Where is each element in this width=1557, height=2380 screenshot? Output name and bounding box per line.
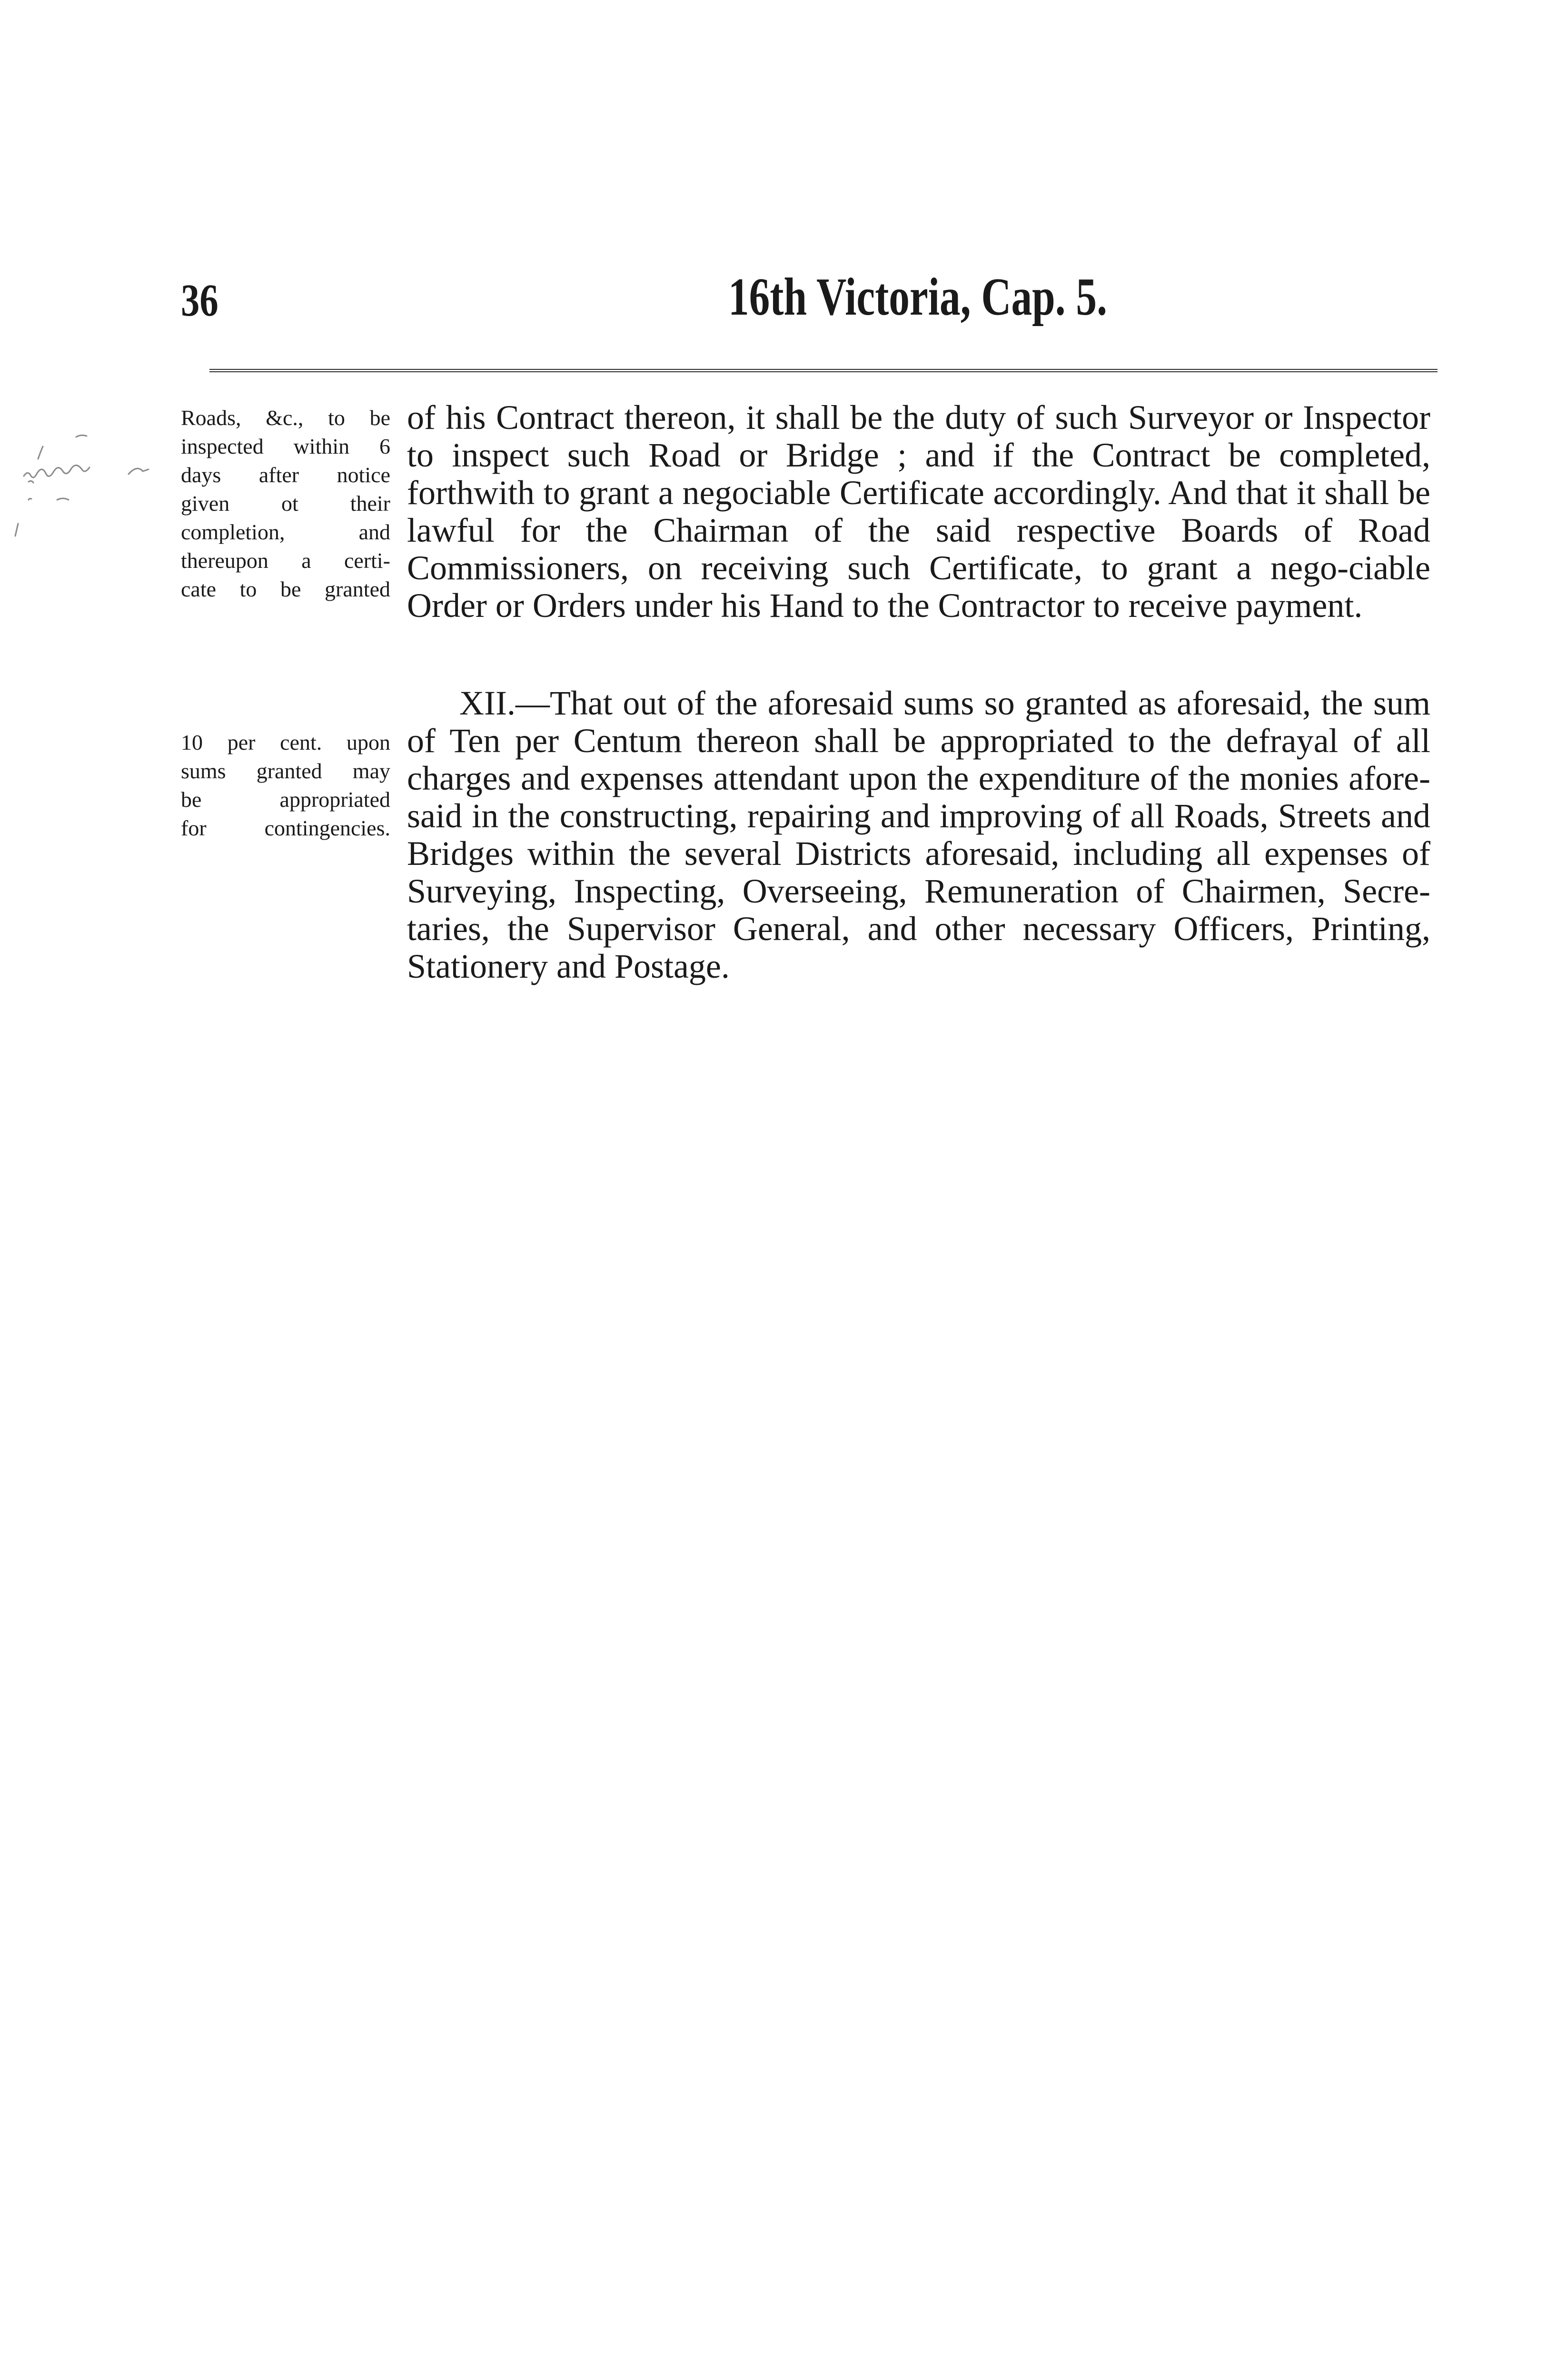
margin-note-line: for contingencies.: [181, 816, 390, 840]
margin-note-line: completion, and: [181, 520, 390, 544]
page-number: 36: [181, 275, 218, 326]
margin-note-line: cate to be granted: [181, 577, 390, 601]
pencil-annotation: [10, 428, 190, 543]
margin-note-line: Roads, &c., to be: [181, 406, 390, 430]
margin-note-line: inspected within 6: [181, 434, 390, 458]
margin-note-line: sums granted may: [181, 759, 390, 783]
margin-note-line: 10 per cent. upon: [181, 730, 390, 754]
running-title: 16th Victoria, Cap. 5.: [728, 268, 1107, 327]
margin-note-line: given ot their: [181, 491, 390, 516]
margin-note-line: be appropriated: [181, 787, 390, 812]
margin-note-contingencies: [181, 728, 390, 843]
margin-note-inspection: [181, 404, 390, 604]
margin-note-line: days after notice: [181, 463, 390, 487]
body-paragraph-section-xii: XII.—That out of the aforesaid sums so granted as aforesaid, the sum of Ten per Centum thereon shall be appropriated to the defrayal of all charges and expenses attendant upon the expenditure of the monies afore-said in the constructing, repairing and improving of all Roads, Streets and Bridges within the several Districts aforesaid, including all expenses of Surveying, Inspecting, Overseeing, Remuneration of Chairmen, Secre-taries, the Supervisor General, and other necessary Officers, Printing, Stationery and Postage.: [407, 684, 1430, 985]
header-rule: [209, 369, 1438, 372]
body-paragraph-continuation: of his Contract thereon, it shall be the duty of such Surveyor or Inspector to inspect such Road or Bridge ; and if the Contract be completed, forthwith to grant a negociable Certificate accordingly. And that it shall be lawful for the Chairman of the said respective Boards of Road Commissioners, on receiving such Certificate, to grant a nego-ciable Order or Orders under his Hand to the Contractor to receive payment.: [407, 398, 1430, 625]
margin-note-line: thereupon a certi-: [181, 548, 390, 573]
